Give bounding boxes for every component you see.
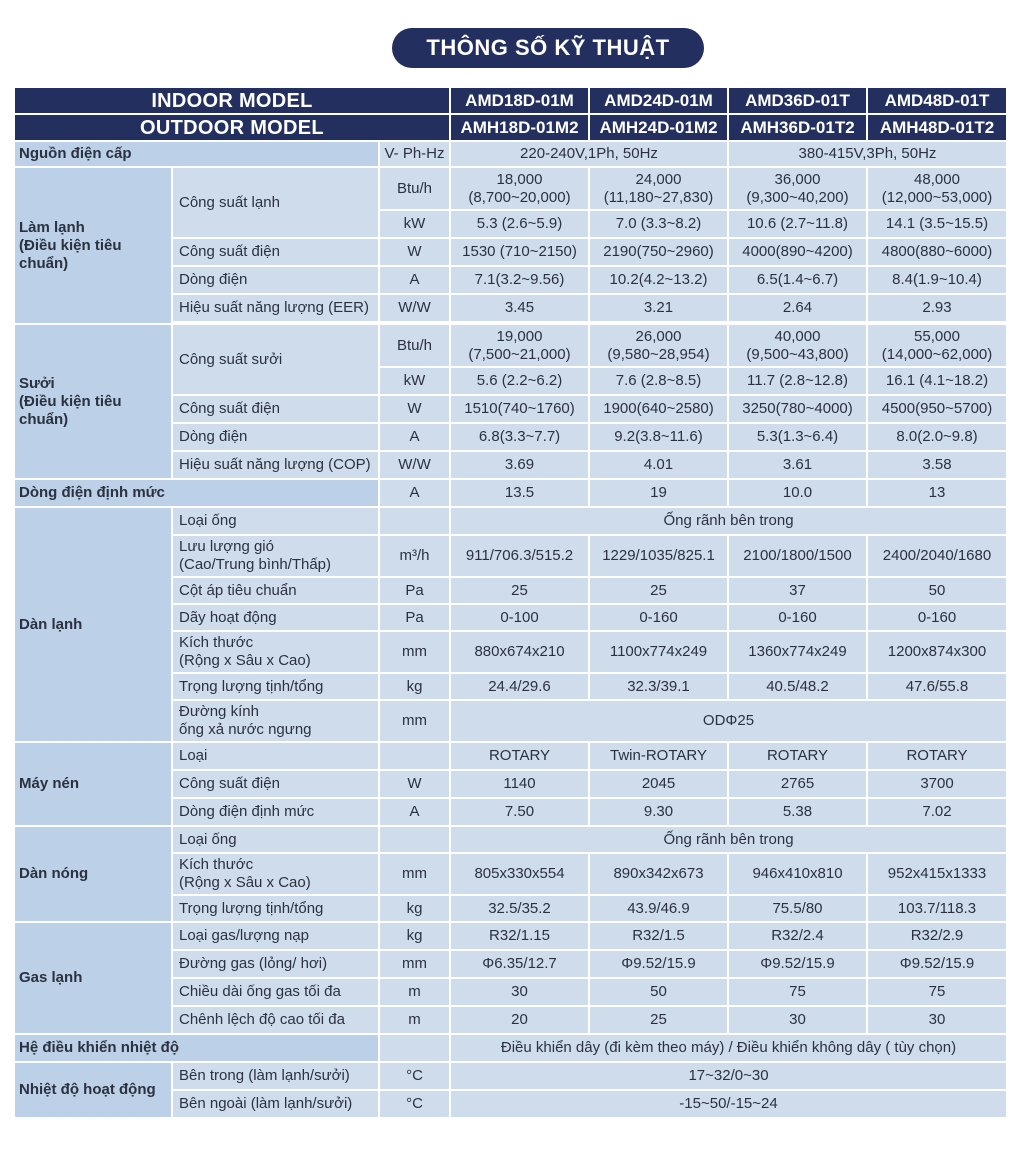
unit-label: mm — [380, 854, 449, 894]
spec-table — [13, 86, 1008, 1119]
table-cell: -15~50/-15~24 — [451, 1091, 1006, 1117]
table-cell: 2.93 — [868, 295, 1006, 321]
table-cell: ROTARY — [868, 743, 1006, 769]
table-cell: 9.30 — [590, 799, 727, 825]
power-supply-1ph: 220-240V,1Ph, 50Hz — [451, 142, 727, 166]
operating-temp-section: Nhiệt độ hoạt động — [15, 1063, 171, 1117]
table-cell: 47.6/55.8 — [868, 674, 1006, 699]
table-cell: 3700 — [868, 771, 1006, 797]
table-cell: 4800(880~6000) — [868, 239, 1006, 265]
table-cell: 10.2(4.2~13.2) — [590, 267, 727, 293]
unit-label: Btu/h — [380, 325, 449, 366]
table-cell: 1360x774x249 — [729, 632, 866, 672]
unit-label: W — [380, 396, 449, 422]
row-label: Dòng điện — [173, 267, 378, 293]
row-label: Đường gas (lỏng/ hơi) — [173, 951, 378, 977]
table-cell: 25 — [590, 1007, 727, 1033]
table-cell: 103.7/118.3 — [868, 896, 1006, 921]
table-cell: 3.61 — [729, 452, 866, 478]
unit-label — [380, 743, 449, 769]
table-cell: 2765 — [729, 771, 866, 797]
row-label: Dòng điện định mức — [173, 799, 378, 825]
cooling-section: Làm lạnh (Điều kiện tiêu chuẩn) — [15, 168, 171, 323]
refrigerant-section: Gas lạnh — [15, 923, 171, 1033]
table-cell: 0-160 — [868, 605, 1006, 630]
table-cell: 1510(740~1760) — [451, 396, 588, 422]
page-title: THÔNG SỐ KỸ THUẬT — [392, 28, 704, 68]
unit-label: A — [380, 424, 449, 450]
table-cell: Ống rãnh bên trong — [451, 508, 1006, 534]
unit-label: A — [380, 480, 449, 506]
row-label: Kích thước (Rộng x Sâu x Cao) — [173, 854, 378, 894]
table-cell: 26,000 (9,580~28,954) — [590, 325, 727, 366]
row-label: Bên trong (làm lạnh/sưởi) — [173, 1063, 378, 1089]
unit-label: kg — [380, 674, 449, 699]
unit-label: Btu/h — [380, 168, 449, 209]
table-cell: 6.5(1.4~6.7) — [729, 267, 866, 293]
indoor-pipe-row — [15, 508, 1006, 534]
table-cell: 0-100 — [451, 605, 588, 630]
table-cell: 4000(890~4200) — [729, 239, 866, 265]
unit-label: A — [380, 799, 449, 825]
table-cell: 7.50 — [451, 799, 588, 825]
rated-current-row — [15, 480, 1006, 506]
row-label: Trọng lượng tịnh/tổng — [173, 896, 378, 921]
table-cell: R32/1.5 — [590, 923, 727, 949]
table-cell: 40.5/48.2 — [729, 674, 866, 699]
outdoor-model: AMH36D-01T2 — [729, 115, 866, 140]
power-supply-3ph: 380-415V,3Ph, 50Hz — [729, 142, 1006, 166]
table-cell: 10.6 (2.7~11.8) — [729, 211, 866, 237]
table-cell: 0-160 — [590, 605, 727, 630]
unit-label: A — [380, 267, 449, 293]
table-cell: 2.64 — [729, 295, 866, 321]
unit-label: m — [380, 1007, 449, 1033]
unit-label: m³/h — [380, 536, 449, 576]
table-cell: 7.02 — [868, 799, 1006, 825]
unit-label — [380, 1035, 449, 1061]
unit-label: kg — [380, 896, 449, 921]
table-cell: Φ9.52/15.9 — [590, 951, 727, 977]
unit-label: mm — [380, 951, 449, 977]
table-cell: 17~32/0~30 — [451, 1063, 1006, 1089]
table-cell: 1100x774x249 — [590, 632, 727, 672]
row-label: Hiệu suất năng lượng (EER) — [173, 295, 378, 321]
table-cell: 1140 — [451, 771, 588, 797]
outdoor-model-label: OUTDOOR MODEL — [15, 115, 449, 140]
power-supply-row — [15, 142, 1006, 166]
table-cell: R32/2.4 — [729, 923, 866, 949]
row-label: Trọng lượng tịnh/tổng — [173, 674, 378, 699]
compressor-type-row — [15, 743, 1006, 769]
indoor-model: AMD48D-01T — [868, 88, 1006, 113]
table-cell: 50 — [590, 979, 727, 1005]
table-cell: 13 — [868, 480, 1006, 506]
table-cell: 19,000 (7,500~21,000) — [451, 325, 588, 366]
unit-label — [380, 827, 449, 852]
table-cell: ROTARY — [729, 743, 866, 769]
table-cell: 55,000 (14,000~62,000) — [868, 325, 1006, 366]
unit-label: °C — [380, 1063, 449, 1089]
table-cell: 30 — [451, 979, 588, 1005]
outdoor-unit-section: Dàn nóng — [15, 827, 171, 921]
indoor-model: AMD18D-01M — [451, 88, 588, 113]
table-cell: 890x342x673 — [590, 854, 727, 894]
table-cell: 2190(750~2960) — [590, 239, 727, 265]
table-cell: 4.01 — [590, 452, 727, 478]
table-cell: 13.5 — [451, 480, 588, 506]
outdoor-model-row — [15, 115, 1006, 140]
table-cell: Φ6.35/12.7 — [451, 951, 588, 977]
table-cell: 36,000 (9,300~40,200) — [729, 168, 866, 209]
unit-label: kg — [380, 923, 449, 949]
table-cell: 25 — [451, 578, 588, 603]
table-cell: ODΦ25 — [451, 701, 1006, 741]
table-cell: 3.21 — [590, 295, 727, 321]
row-label: Công suất điện — [173, 239, 378, 265]
heating-capacity-label: Công suất sưởi — [173, 325, 378, 394]
table-cell: 5.6 (2.2~6.2) — [451, 368, 588, 394]
table-cell: 5.38 — [729, 799, 866, 825]
table-cell: 11.7 (2.8~12.8) — [729, 368, 866, 394]
table-cell: 2400/2040/1680 — [868, 536, 1006, 576]
table-cell: ROTARY — [451, 743, 588, 769]
table-cell: 5.3(1.3~6.4) — [729, 424, 866, 450]
outdoor-model: AMH48D-01T2 — [868, 115, 1006, 140]
outdoor-model: AMH18D-01M2 — [451, 115, 588, 140]
table-cell: 32.3/39.1 — [590, 674, 727, 699]
table-cell: 50 — [868, 578, 1006, 603]
table-cell: 75 — [868, 979, 1006, 1005]
table-cell: 3.45 — [451, 295, 588, 321]
table-cell: 8.4(1.9~10.4) — [868, 267, 1006, 293]
table-cell: 0-160 — [729, 605, 866, 630]
table-cell: 48,000 (12,000~53,000) — [868, 168, 1006, 209]
row-label: Bên ngoài (làm lạnh/sưởi) — [173, 1091, 378, 1117]
row-label: Cột áp tiêu chuẩn — [173, 578, 378, 603]
row-label: Loại ống — [173, 827, 378, 852]
table-cell: 8.0(2.0~9.8) — [868, 424, 1006, 450]
table-cell: R32/2.9 — [868, 923, 1006, 949]
table-cell: 20 — [451, 1007, 588, 1033]
table-cell: 30 — [729, 1007, 866, 1033]
unit-label — [380, 508, 449, 534]
table-cell: 2045 — [590, 771, 727, 797]
table-cell: Điều khiển dây (đi kèm theo máy) / Điều khiển không dây ( tùy chọn) — [451, 1035, 1006, 1061]
indoor-model-row — [15, 88, 1006, 113]
table-cell: 4500(950~5700) — [868, 396, 1006, 422]
table-cell: 14.1 (3.5~15.5) — [868, 211, 1006, 237]
table-cell: 43.9/46.9 — [590, 896, 727, 921]
unit-label: W — [380, 239, 449, 265]
table-cell: 1200x874x300 — [868, 632, 1006, 672]
indoor-model: AMD24D-01M — [590, 88, 727, 113]
unit-label: W/W — [380, 452, 449, 478]
table-cell: 952x415x1333 — [868, 854, 1006, 894]
table-cell: 805x330x554 — [451, 854, 588, 894]
temp-indoor-row — [15, 1063, 1006, 1089]
compressor-section: Máy nén — [15, 743, 171, 825]
row-label: Đường kính ống xả nước ngưng — [173, 701, 378, 741]
table-cell: 16.1 (4.1~18.2) — [868, 368, 1006, 394]
row-label: Chênh lệch độ cao tối đa — [173, 1007, 378, 1033]
table-cell: 19 — [590, 480, 727, 506]
table-cell: 75 — [729, 979, 866, 1005]
refrigerant-charge-row — [15, 923, 1006, 949]
table-cell: R32/1.15 — [451, 923, 588, 949]
row-label: Hiệu suất năng lượng (COP) — [173, 452, 378, 478]
table-cell: 1900(640~2580) — [590, 396, 727, 422]
row-label: Công suất điện — [173, 771, 378, 797]
table-cell: 6.8(3.3~7.7) — [451, 424, 588, 450]
control-row — [15, 1035, 1006, 1061]
table-cell: 18,000 (8,700~20,000) — [451, 168, 588, 209]
unit-label: mm — [380, 701, 449, 741]
row-label: Chiều dài ống gas tối đa — [173, 979, 378, 1005]
table-cell: 880x674x210 — [451, 632, 588, 672]
row-label: Loại ống — [173, 508, 378, 534]
row-label: Dãy hoạt động — [173, 605, 378, 630]
table-cell: 75.5/80 — [729, 896, 866, 921]
row-label: Lưu lượng gió (Cao/Trung bình/Thấp) — [173, 536, 378, 576]
table-cell: 3.58 — [868, 452, 1006, 478]
table-cell: 946x410x810 — [729, 854, 866, 894]
cooling-btu-row — [15, 168, 1006, 209]
unit-label: °C — [380, 1091, 449, 1117]
table-cell: 2100/1800/1500 — [729, 536, 866, 576]
table-cell: 24,000 (11,180~27,830) — [590, 168, 727, 209]
outdoor-model: AMH24D-01M2 — [590, 115, 727, 140]
row-label: Dòng điện — [173, 424, 378, 450]
table-cell: 911/706.3/515.2 — [451, 536, 588, 576]
table-cell: 24.4/29.6 — [451, 674, 588, 699]
table-cell: 5.3 (2.6~5.9) — [451, 211, 588, 237]
unit-label: m — [380, 979, 449, 1005]
table-cell: 3250(780~4000) — [729, 396, 866, 422]
unit-label: Pa — [380, 605, 449, 630]
table-cell: 3.69 — [451, 452, 588, 478]
table-cell: 37 — [729, 578, 866, 603]
row-label: Kích thước (Rộng x Sâu x Cao) — [173, 632, 378, 672]
table-cell: 25 — [590, 578, 727, 603]
unit-label: W — [380, 771, 449, 797]
table-cell: Twin-ROTARY — [590, 743, 727, 769]
table-cell: 40,000 (9,500~43,800) — [729, 325, 866, 366]
table-cell: 10.0 — [729, 480, 866, 506]
table-cell: Φ9.52/15.9 — [868, 951, 1006, 977]
row-label: Loại gas/lượng nạp — [173, 923, 378, 949]
indoor-model-label: INDOOR MODEL — [15, 88, 449, 113]
table-cell: Φ9.52/15.9 — [729, 951, 866, 977]
heating-section: Sưởi (Điều kiện tiêu chuẩn) — [15, 325, 171, 478]
table-cell: 32.5/35.2 — [451, 896, 588, 921]
unit-label: kW — [380, 368, 449, 394]
heating-btu-row — [15, 325, 1006, 366]
control-label: Hệ điều khiển nhiệt độ — [15, 1035, 378, 1061]
table-cell: 7.1(3.2~9.56) — [451, 267, 588, 293]
power-supply-unit: V- Ph-Hz — [380, 142, 449, 166]
table-cell: 30 — [868, 1007, 1006, 1033]
table-cell: 7.6 (2.8~8.5) — [590, 368, 727, 394]
cooling-capacity-label: Công suất lạnh — [173, 168, 378, 237]
indoor-model: AMD36D-01T — [729, 88, 866, 113]
power-supply-label: Nguồn điện cấp — [15, 142, 378, 166]
row-label: Loại — [173, 743, 378, 769]
table-cell: 1229/1035/825.1 — [590, 536, 727, 576]
indoor-unit-section: Dàn lạnh — [15, 508, 171, 741]
row-label: Công suất điện — [173, 396, 378, 422]
unit-label: W/W — [380, 295, 449, 321]
outdoor-pipe-row — [15, 827, 1006, 852]
unit-label: kW — [380, 211, 449, 237]
unit-label: Pa — [380, 578, 449, 603]
table-cell: 7.0 (3.3~8.2) — [590, 211, 727, 237]
rated-current-label: Dòng điện định mức — [15, 480, 378, 506]
table-cell: Ống rãnh bên trong — [451, 827, 1006, 852]
table-cell: 1530 (710~2150) — [451, 239, 588, 265]
unit-label: mm — [380, 632, 449, 672]
table-cell: 9.2(3.8~11.6) — [590, 424, 727, 450]
